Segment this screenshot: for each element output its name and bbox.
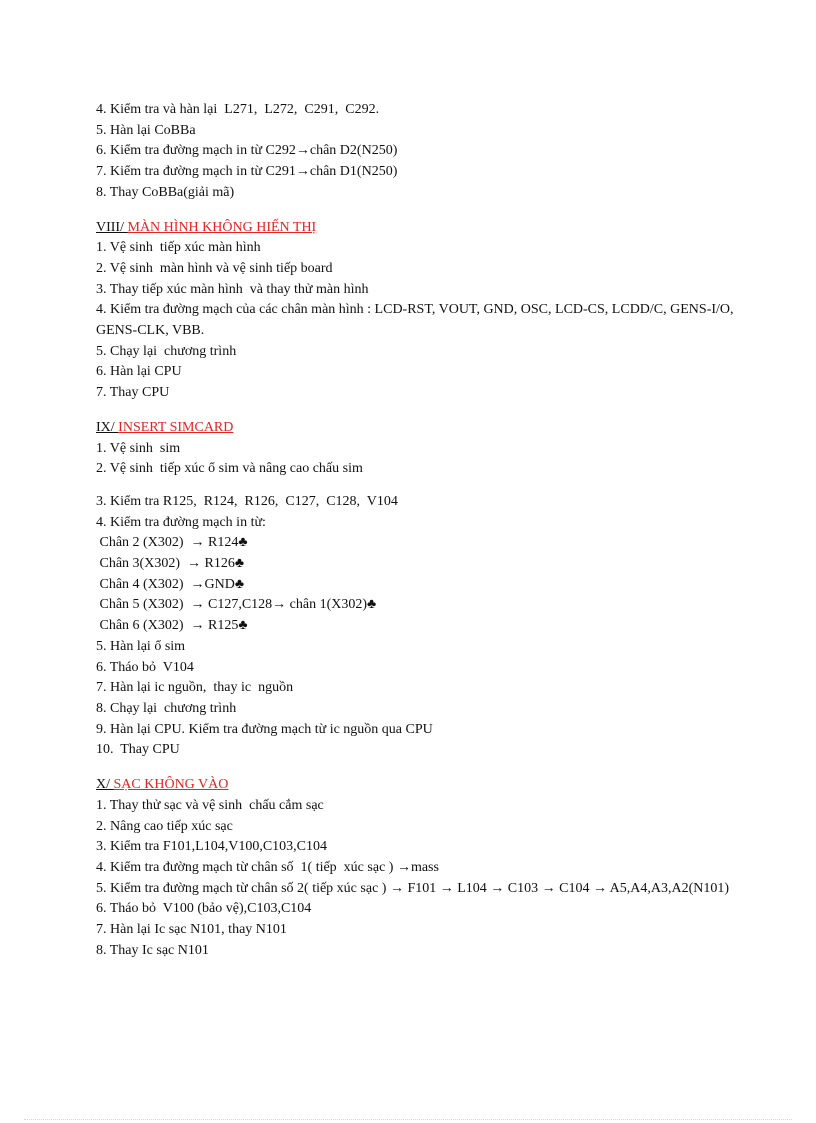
list-item: 7. Kiểm tra đường mạch in từ C291→chân D1(N250) [96, 164, 398, 180]
list-item: 8. Chạy lại chương trình [96, 700, 237, 716]
list-item: 6. Tháo bỏ V104 [96, 659, 194, 675]
list-item: 6. Kiểm tra đường mạch in từ C292→chân D2(N250) [96, 143, 398, 159]
list-item: 7. Hàn lại Ic sạc N101, thay N101 [96, 922, 287, 938]
section-number: IX/ [96, 419, 119, 435]
list-item: Chân 3(X302) → R126♣ [96, 556, 245, 572]
list-item: 3. Thay tiếp xúc màn hình và thay thử màn hình [96, 281, 369, 297]
list-item: 5. Chạy lại chương trình [96, 343, 237, 359]
section-number: X/ [96, 777, 114, 793]
section-top-list [96, 100, 736, 204]
section-heading-ix [96, 418, 736, 439]
list-item: 9. Hàn lại CPU. Kiểm tra đường mạch từ ic nguồn qua CPU [96, 721, 433, 737]
list-item: 4. Kiểm tra đường mạch in từ: [96, 514, 266, 530]
list-item: 1. Vệ sinh sim [96, 440, 181, 456]
list-item: 4. Kiểm tra và hàn lại L271, L272, C291, C292. [96, 102, 380, 117]
section-title: SẠC KHÔNG VÀO [113, 777, 229, 793]
list-item: 1. Vệ sinh tiếp xúc màn hình [96, 240, 261, 256]
list-item: 8. Thay Ic sạc N101 [96, 942, 209, 958]
list-item: 4. Kiểm tra đường mạch từ chân số 1( tiếp xúc sạc ) →mass [96, 859, 439, 875]
list-item: 7. Hàn lại ic nguồn, thay ic nguồn [96, 680, 294, 696]
list-item: Chân 2 (X302) → R124♣ [96, 535, 248, 551]
list-item: Chân 5 (X302) → C127,C128→ chân 1(X302)♣ [96, 597, 377, 613]
section-title: MÀN HÌNH KHÔNG HIỂN THỊ [127, 219, 317, 235]
list-item: 7. Thay CPU [96, 385, 170, 401]
list-item: 2. Vệ sinh màn hình và vệ sinh tiếp board [96, 260, 333, 276]
spacer [96, 404, 736, 418]
list-item: 5. Hàn lại ổ sim [96, 638, 186, 654]
page-bottom-rule [24, 1119, 792, 1120]
list-item: 8. Thay CoBBa(giải mã) [96, 184, 235, 200]
list-item: 2. Nâng cao tiếp xúc sạc [96, 818, 233, 834]
list-item: 3. Kiểm tra R125, R124, R126, C127, C128, V104 [96, 493, 398, 509]
list-item: Chân 6 (X302) → R125♣ [96, 618, 248, 634]
spacer [96, 761, 736, 775]
section-heading-viii [96, 218, 736, 239]
section-title: INSERT SIMCARD [118, 419, 234, 435]
list-item: 10. Thay CPU [96, 742, 180, 758]
list-item: 5. Hàn lại CoBBa [96, 122, 196, 138]
section-x-list [96, 796, 736, 962]
list-item: 6. Tháo bỏ V100 (bảo vệ),C103,C104 [96, 901, 312, 917]
section-ix-list-b [96, 492, 736, 761]
list-item: 2. Vệ sinh tiếp xúc ổ sim và nâng cao chấu sim [96, 461, 363, 477]
list-item: 4. Kiểm tra đường mạch của các chân màn hình : LCD-RST, VOUT, GND, OSC, LCD-CS, LCDD/C, GENS-I/O, GENS-CLK, VBB. [96, 302, 734, 339]
list-item: 5. Kiểm tra đường mạch từ chân số 2( tiếp xúc sạc ) → F101 → L104 → C103 → C104 → A5,A4,A3,A2(N101) [96, 880, 730, 896]
section-heading-x [96, 775, 736, 796]
spacer [96, 204, 736, 218]
document-page [96, 100, 736, 961]
section-viii-list [96, 238, 736, 404]
list-item: 3. Kiểm tra F101,L104,V100,C103,C104 [96, 839, 327, 855]
list-item: Chân 4 (X302) →GND♣ [96, 576, 245, 592]
section-ix-list-a [96, 439, 736, 480]
spacer [96, 480, 736, 492]
section-number: VIII/ [96, 219, 128, 235]
list-item: 6. Hàn lại CPU [96, 364, 182, 380]
list-item: 1. Thay thử sạc và vệ sinh chấu cắm sạc [96, 797, 324, 813]
